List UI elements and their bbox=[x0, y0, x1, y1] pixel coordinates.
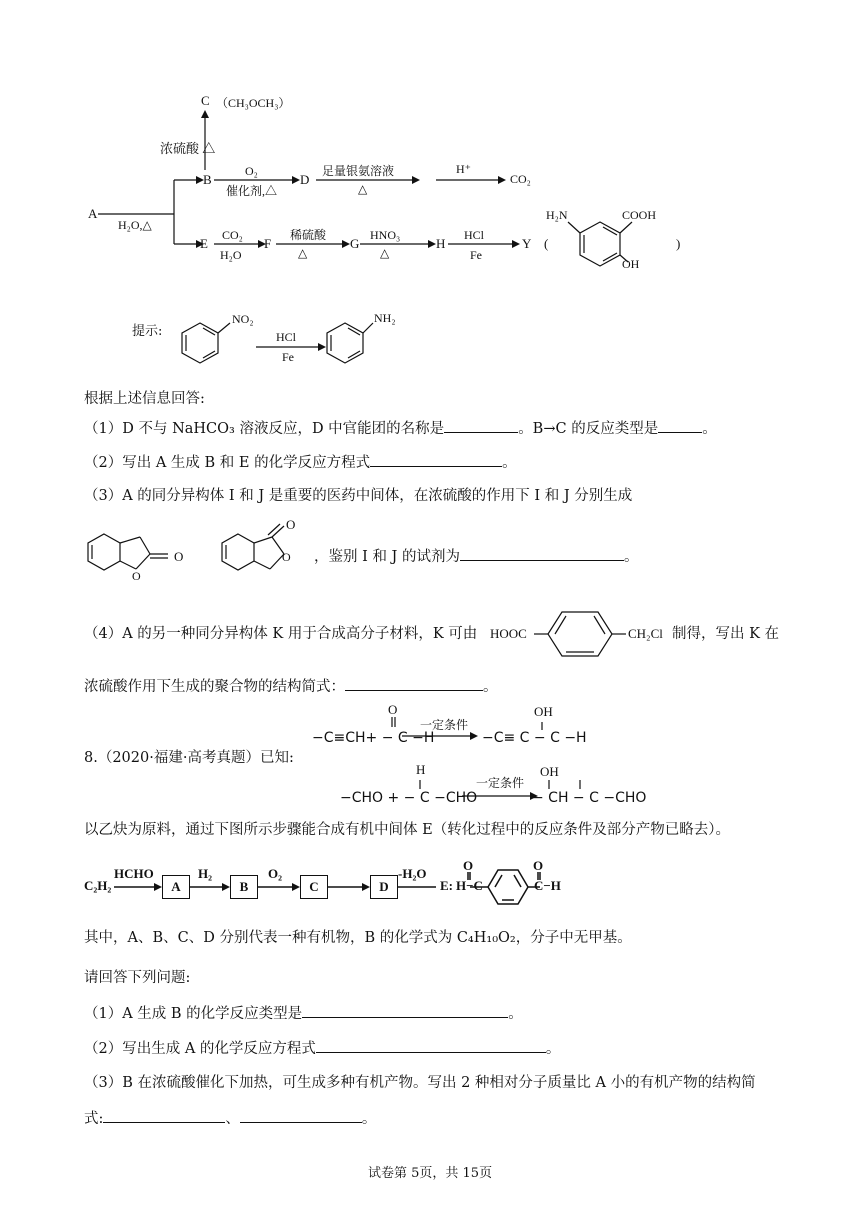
q8-3a: （3）B 在浓硫酸催化下加热，可生成多种有机产物。写出 2 种相对分子质量比 A 小的有机产物的结构简 bbox=[84, 1075, 756, 1091]
e-o-left: O bbox=[463, 858, 474, 873]
box-d: D bbox=[370, 875, 398, 899]
hint-cond-top: HCl bbox=[276, 330, 297, 344]
q8-2 bbox=[84, 1038, 560, 1059]
box-b: B bbox=[230, 875, 258, 899]
q8-3-text-b: 式: bbox=[84, 1111, 104, 1127]
hint-cond-bottom: Fe bbox=[282, 350, 294, 364]
q8-header: 8.（2020·福建·高考真题）已知: bbox=[84, 750, 294, 766]
r1-oh: OH bbox=[534, 704, 553, 719]
q8-3-sep: 、 bbox=[225, 1111, 240, 1127]
cond-g-h-top: HNO₃ bbox=[370, 228, 401, 242]
cond-b-d-bottom: 催化剂,△ bbox=[226, 184, 278, 198]
answer-blank[interactable] bbox=[302, 1003, 508, 1018]
cond-d-top: 足量银氨溶液 bbox=[322, 164, 395, 178]
q7-3: （3）A 的同分异构体 I 和 J 是重要的医药中间体，在浓硫酸的作用下 I 和 J 分别生成 bbox=[84, 488, 633, 504]
q7-1-text-c: 。 bbox=[702, 421, 717, 437]
cond-f-g-bottom: △ bbox=[298, 246, 308, 260]
compound-y: Y bbox=[522, 236, 532, 251]
r2-oh: OH bbox=[540, 764, 559, 779]
r2-cond: 一定条件 bbox=[476, 776, 525, 790]
svg-text:O: O bbox=[132, 569, 141, 583]
minus-h2o: -H₂O bbox=[398, 866, 427, 881]
compound-b: B bbox=[203, 172, 212, 187]
y-nh2: H₂N bbox=[546, 208, 568, 222]
q8-1-text-a: （1）A 生成 B 的化学反应类型是 bbox=[84, 1006, 303, 1022]
compound-d: D bbox=[300, 172, 310, 187]
compound-a: A bbox=[88, 206, 98, 221]
e-o-right: O bbox=[533, 858, 544, 873]
product-co2: CO₂ bbox=[510, 172, 531, 186]
answer-blank[interactable] bbox=[103, 1108, 225, 1123]
r2-h: H bbox=[416, 762, 426, 777]
compound-h: H bbox=[436, 236, 446, 251]
cond-h-y-top: HCl bbox=[464, 228, 485, 242]
k-hooc: HOOC bbox=[490, 626, 527, 641]
q8-3-text-c: 。 bbox=[361, 1111, 377, 1127]
q7-2-text-b: 。 bbox=[502, 455, 517, 471]
r1-o: O bbox=[388, 702, 398, 717]
q7-2-text-a: （2）写出 A 生成 B 和 E 的化学反应方程式 bbox=[84, 455, 371, 471]
o2-reagent: O₂ bbox=[268, 866, 283, 881]
q7-3-text-b: ，鉴别 I 和 J 的试剂为 bbox=[314, 549, 460, 565]
svg-text:O: O bbox=[174, 549, 184, 564]
h2-reagent: H₂ bbox=[198, 866, 213, 881]
q7-4a: （4）A 的另一种同分异构体 K 用于合成高分子材料，K 可由 bbox=[84, 626, 478, 642]
hcho: HCHO bbox=[114, 866, 154, 881]
cond-h-y-bottom: Fe bbox=[470, 248, 482, 262]
answer-blank[interactable] bbox=[240, 1108, 362, 1123]
c2h2: C₂H₂ bbox=[84, 878, 112, 893]
answer-blank[interactable] bbox=[316, 1038, 546, 1053]
q7-1-text-b: 。B→C 的反应类型是 bbox=[518, 421, 659, 437]
cond-f-g-top: 稀硫酸 bbox=[290, 228, 327, 242]
k-ch2cl: CH₂Cl bbox=[628, 626, 663, 641]
q8-2-text-a: （2）写出生成 A 的化学反应方程式 bbox=[84, 1041, 316, 1057]
y-oh: OH bbox=[622, 257, 640, 271]
q8-1-text-b: 。 bbox=[508, 1006, 523, 1022]
cond-e-f-bottom: H₂O bbox=[220, 248, 242, 262]
q8-3b bbox=[84, 1108, 376, 1129]
q8-note: 其中，A、B、C、D 分别代表一种有机物，B 的化学式为 C₄H₁₀O₂，分子中无甲基。 bbox=[84, 930, 632, 946]
q8-ask: 请回答下列问题: bbox=[84, 970, 191, 986]
y-open-paren: ( bbox=[544, 236, 549, 251]
q7-4b: 制得，写出 K 在 bbox=[672, 626, 780, 642]
cond-e-f-top: CO₂ bbox=[222, 228, 243, 242]
r1-cond: 一定条件 bbox=[420, 718, 469, 732]
e-label: E: bbox=[440, 878, 453, 893]
q7-4-text-d: 。 bbox=[483, 679, 498, 695]
cond-b-to-c: 浓硫酸 △ bbox=[160, 141, 216, 156]
q7-1-text-a: （1）D 不与 NaHCO₃ 溶液反应，D 中官能团的名称是 bbox=[84, 421, 445, 437]
svg-text:O: O bbox=[286, 517, 296, 532]
intro-text: 根据上述信息回答: bbox=[84, 391, 205, 407]
e-left: H−C bbox=[456, 878, 483, 893]
q7-4-text-c: 浓硫酸作用下生成的聚合物的结构简式： bbox=[84, 679, 345, 695]
cond-g-h-bottom: △ bbox=[380, 246, 390, 260]
y-cooh: COOH bbox=[622, 208, 657, 222]
e-right: C−H bbox=[534, 878, 561, 893]
compound-g: G bbox=[350, 236, 360, 251]
cond-d-bottom: △ bbox=[358, 182, 368, 196]
q7-3-text-c: 。 bbox=[623, 549, 639, 565]
page-footer: 试卷第 5页，共 15页 bbox=[368, 1166, 493, 1181]
compound-f: F bbox=[264, 236, 272, 251]
box-a: A bbox=[162, 875, 190, 899]
r2-left: −CHO + − C −CHO bbox=[340, 790, 478, 806]
hint-label: 提示: bbox=[132, 324, 163, 339]
hint-no2: NO₂ bbox=[232, 312, 254, 326]
r1-right: −C≡ C − C −H bbox=[482, 730, 587, 746]
cond-h-plus: H⁺ bbox=[456, 162, 471, 176]
q8-1 bbox=[84, 1003, 523, 1024]
box-c: C bbox=[300, 875, 328, 899]
r2-right: − CH − C −CHO bbox=[532, 790, 647, 806]
cond-b-d-top: O₂ bbox=[245, 164, 258, 178]
compound-c-formula: （CH₃OCH₃） bbox=[216, 96, 291, 110]
cond-a: H₂O,△ bbox=[118, 218, 152, 232]
y-close-paren: ) bbox=[676, 236, 681, 251]
hint-nh2: NH₂ bbox=[374, 311, 396, 325]
r1-left: −C≡CH+ − C −H bbox=[312, 730, 435, 746]
q8-intro: 以乙炔为原料，通过下图所示步骤能合成有机中间体 E（转化过程中的反应条件及部分产物已略去）。 bbox=[84, 822, 730, 838]
q8-2-text-b: 。 bbox=[545, 1041, 561, 1057]
compound-e: E bbox=[200, 236, 208, 251]
compound-c: C bbox=[201, 93, 210, 108]
svg-text:O: O bbox=[282, 550, 291, 564]
